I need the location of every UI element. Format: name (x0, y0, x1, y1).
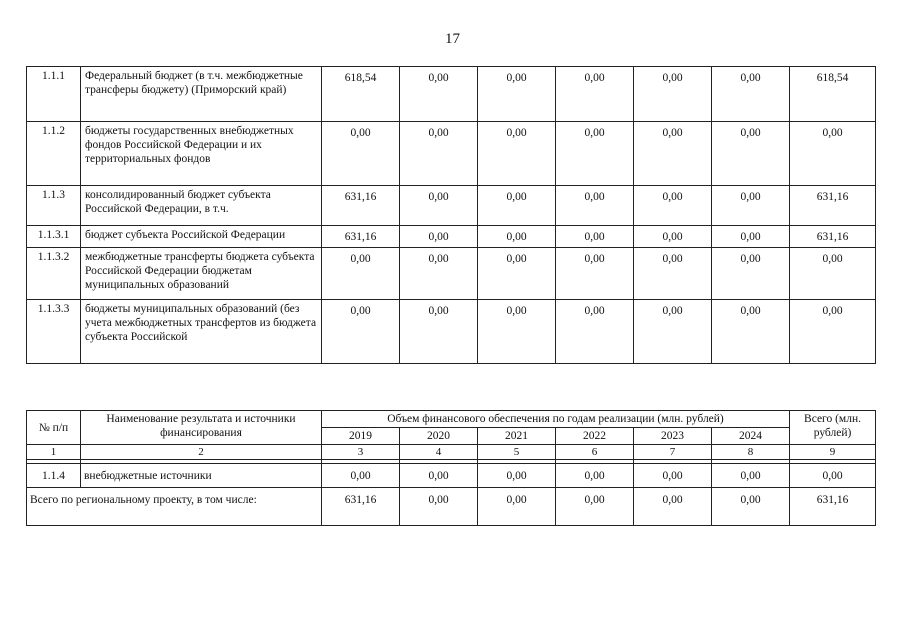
value-cell: 0,00 (478, 464, 556, 488)
table-row (27, 67, 876, 122)
column-index: 9 (790, 445, 876, 460)
total-value-cell: 0,00 (400, 488, 478, 526)
row-name: внебюджетные источники (81, 464, 322, 488)
value-cell: 0,00 (634, 226, 712, 248)
row-name: межбюджетные трансферты бюджета субъекта Российской Федерации бюджетам муниципальных образований (81, 248, 322, 300)
column-index: 3 (322, 445, 400, 460)
year-header: 2020 (400, 428, 478, 445)
value-cell: 0,00 (556, 122, 634, 186)
row-name: бюджеты государственных внебюджетных фондов Российской Федерации и их территориальных фондов (81, 122, 322, 186)
year-header: 2021 (478, 428, 556, 445)
total-value-cell: 631,16 (790, 488, 876, 526)
value-cell: 0,00 (790, 248, 876, 300)
value-cell: 0,00 (400, 248, 478, 300)
value-cell: 0,00 (400, 122, 478, 186)
row-number: 1.1.3.2 (27, 248, 81, 300)
value-cell: 631,16 (790, 226, 876, 248)
value-cell: 0,00 (478, 248, 556, 300)
row-number: 1.1.1 (27, 67, 81, 122)
value-cell: 0,00 (634, 300, 712, 364)
value-cell: 618,54 (322, 67, 400, 122)
header-row-indices (27, 445, 876, 460)
column-header-total: Всего (млн. рублей) (790, 411, 876, 445)
column-header-name: Наименование результата и источники финансирования (81, 411, 322, 445)
row-name: консолидированный бюджет субъекта Российской Федерации, в т.ч. (81, 186, 322, 226)
funding-table-continued (26, 66, 876, 364)
value-cell: 0,00 (478, 67, 556, 122)
value-cell: 0,00 (478, 300, 556, 364)
value-cell: 0,00 (790, 122, 876, 186)
row-number: 1.1.3.3 (27, 300, 81, 364)
total-value-cell: 0,00 (712, 488, 790, 526)
column-index: 5 (478, 445, 556, 460)
value-cell: 0,00 (478, 186, 556, 226)
table-row (27, 122, 876, 186)
row-name: Федеральный бюджет (в т.ч. межбюджетные трансферы бюджету) (Приморский край) (81, 67, 322, 122)
table-row (27, 226, 876, 248)
value-cell: 0,00 (322, 464, 400, 488)
value-cell: 0,00 (322, 300, 400, 364)
row-number: 1.1.3 (27, 186, 81, 226)
value-cell: 0,00 (712, 186, 790, 226)
page-number: 17 (445, 31, 460, 47)
value-cell: 631,16 (322, 186, 400, 226)
value-cell: 0,00 (712, 67, 790, 122)
table-row (27, 186, 876, 226)
value-cell: 0,00 (400, 464, 478, 488)
value-cell: 0,00 (400, 67, 478, 122)
row-name: бюджет субъекта Российской Федерации (81, 226, 322, 248)
column-header-num: № п/п (27, 411, 81, 445)
value-cell: 631,16 (322, 226, 400, 248)
value-cell: 0,00 (634, 122, 712, 186)
value-cell: 618,54 (790, 67, 876, 122)
column-index: 4 (400, 445, 478, 460)
value-cell: 0,00 (790, 464, 876, 488)
column-index: 7 (634, 445, 712, 460)
row-number: 1.1.3.1 (27, 226, 81, 248)
column-index: 8 (712, 445, 790, 460)
column-header-years-group: Объем финансового обеспечения по годам реализации (млн. рублей) (322, 411, 790, 428)
value-cell: 0,00 (634, 67, 712, 122)
row-name: бюджеты муниципальных образований (без учета межбюджетных трансфертов из бюджета субъекта Российской (81, 300, 322, 364)
table-row (27, 464, 876, 488)
value-cell: 0,00 (556, 300, 634, 364)
total-value-cell: 631,16 (322, 488, 400, 526)
total-label: Всего по региональному проекту, в том числе: (27, 488, 322, 526)
funding-table-header-section (26, 410, 876, 526)
row-number: 1.1.4 (27, 464, 81, 488)
total-row (27, 488, 876, 526)
value-cell: 0,00 (556, 248, 634, 300)
table-row (27, 248, 876, 300)
value-cell: 0,00 (712, 248, 790, 300)
year-header: 2024 (712, 428, 790, 445)
value-cell: 0,00 (634, 464, 712, 488)
column-index: 1 (27, 445, 81, 460)
value-cell: 0,00 (556, 67, 634, 122)
header-row-main (27, 411, 876, 428)
column-index: 6 (556, 445, 634, 460)
value-cell: 0,00 (478, 122, 556, 186)
value-cell: 0,00 (556, 226, 634, 248)
row-number: 1.1.2 (27, 122, 81, 186)
value-cell: 0,00 (712, 226, 790, 248)
value-cell: 0,00 (712, 122, 790, 186)
value-cell: 0,00 (556, 186, 634, 226)
year-header: 2023 (634, 428, 712, 445)
value-cell: 0,00 (400, 186, 478, 226)
value-cell: 0,00 (634, 248, 712, 300)
value-cell: 0,00 (322, 248, 400, 300)
value-cell: 0,00 (712, 300, 790, 364)
value-cell: 0,00 (400, 300, 478, 364)
total-value-cell: 0,00 (634, 488, 712, 526)
value-cell: 631,16 (790, 186, 876, 226)
value-cell: 0,00 (634, 186, 712, 226)
total-value-cell: 0,00 (556, 488, 634, 526)
column-index: 2 (81, 445, 322, 460)
value-cell: 0,00 (790, 300, 876, 364)
year-header: 2019 (322, 428, 400, 445)
total-value-cell: 0,00 (478, 488, 556, 526)
value-cell: 0,00 (400, 226, 478, 248)
value-cell: 0,00 (556, 464, 634, 488)
value-cell: 0,00 (712, 464, 790, 488)
value-cell: 0,00 (478, 226, 556, 248)
year-header: 2022 (556, 428, 634, 445)
table-row (27, 300, 876, 364)
value-cell: 0,00 (322, 122, 400, 186)
